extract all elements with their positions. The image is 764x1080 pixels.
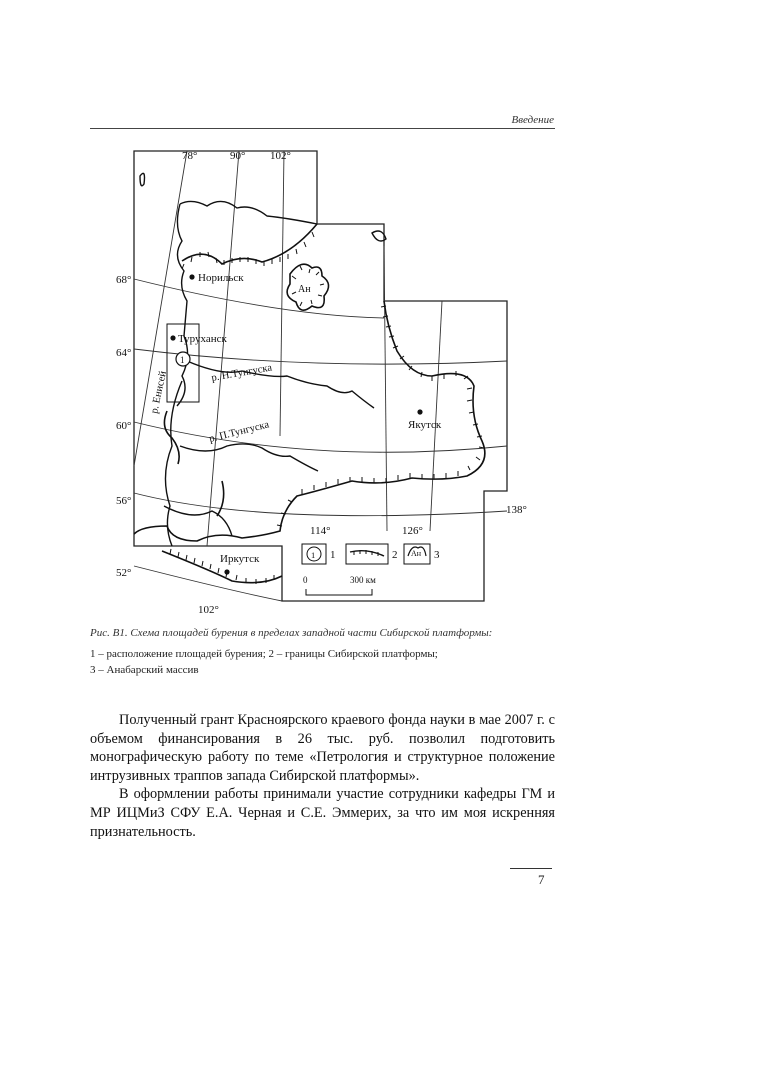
city-dot-turukhansk [170, 335, 175, 340]
legend-symbol-1-number: 1 [311, 550, 316, 560]
page-number: 7 [538, 872, 545, 887]
longitude-138: 138° [506, 504, 527, 516]
legend-massif-label: Ан [411, 549, 422, 558]
latitude-line-68 [134, 279, 384, 318]
latitude-line-52 [134, 566, 282, 601]
legend-number-3: 3 [434, 549, 440, 561]
latitude-line-56 [134, 493, 507, 516]
latitude-64: 64° [116, 347, 132, 359]
city-dot-yakutsk [417, 409, 422, 414]
longitude-78: 78° [182, 150, 198, 162]
yenisei-river [165, 381, 182, 546]
city-yakutsk: Якутск [408, 419, 442, 431]
latitude-68: 68° [116, 274, 132, 286]
podkamennaya-tunguska-river [180, 444, 318, 471]
platform-map [112, 146, 532, 616]
paragraph-1: Полученный грант Красноярского краевого фонда науки в мае 2007 г. с объемом финансирования в 26 тыс. руб. позволил подготовить монографическую работу по теме «Петрология и структурное положение интрузивных траппов запада Сибирской платформы». [90, 712, 555, 784]
body-text [90, 711, 555, 841]
city-irkutsk: Иркутск [220, 553, 260, 565]
map-legend [302, 544, 440, 595]
meridian-line-102 [280, 151, 284, 436]
drilling-area-number: 1 [180, 355, 185, 365]
latitude-line-60 [134, 422, 507, 452]
city-dot-norilsk [189, 274, 194, 279]
figure-legend-line-1: 1 – расположение площадей бурения; 2 – границы Сибирской платформы; [90, 648, 438, 660]
massif-label: Ан [298, 284, 311, 295]
scale-label: 300 км [350, 575, 376, 585]
running-header: Введение [511, 114, 554, 126]
header-rule [90, 128, 555, 129]
city-dot-irkutsk [224, 569, 229, 574]
meridian-line-114 [384, 246, 387, 531]
longitude-102-bottom: 102° [198, 604, 219, 616]
angara-river [164, 506, 232, 536]
latitude-52: 52° [116, 567, 132, 579]
longitude-102-top: 102° [270, 150, 291, 162]
figure-caption: Рис. В1. Схема площадей бурения в пределах западной части Сибирской платформы: [90, 627, 493, 639]
anabar-massif [287, 264, 328, 310]
longitude-126: 126° [402, 525, 423, 537]
meridian-line-78 [134, 151, 187, 466]
river-lower-tunguska: р. Н.Тунгуска [210, 362, 273, 384]
legend-number-2: 2 [392, 549, 398, 561]
legend-number-1: 1 [330, 549, 336, 561]
longitude-114: 114° [310, 525, 331, 537]
paragraph-2: В оформлении работы принимали участие сотрудники кафедры ГМ и МР ИЦМиЗ СФУ Е.А. Черная и С.Е. Эммерих, за что им моя искренняя признательность. [90, 786, 555, 840]
latitude-60: 60° [116, 420, 132, 432]
river-yenisei: р. Енисей [149, 370, 169, 415]
figure-legend-line-2: 3 – Анабарский массив [90, 664, 199, 676]
city-turukhansk: Туруханск [178, 333, 227, 345]
footer-rule [510, 868, 552, 869]
scale-zero: 0 [303, 575, 308, 585]
meridian-line-126 [430, 301, 442, 531]
latitude-56: 56° [116, 495, 132, 507]
island-1 [140, 173, 145, 185]
longitude-90: 90° [230, 150, 246, 162]
city-norilsk: Норильск [198, 272, 244, 284]
river-podkamennaya-tunguska-label: р. П.Тунгуска [208, 419, 271, 445]
